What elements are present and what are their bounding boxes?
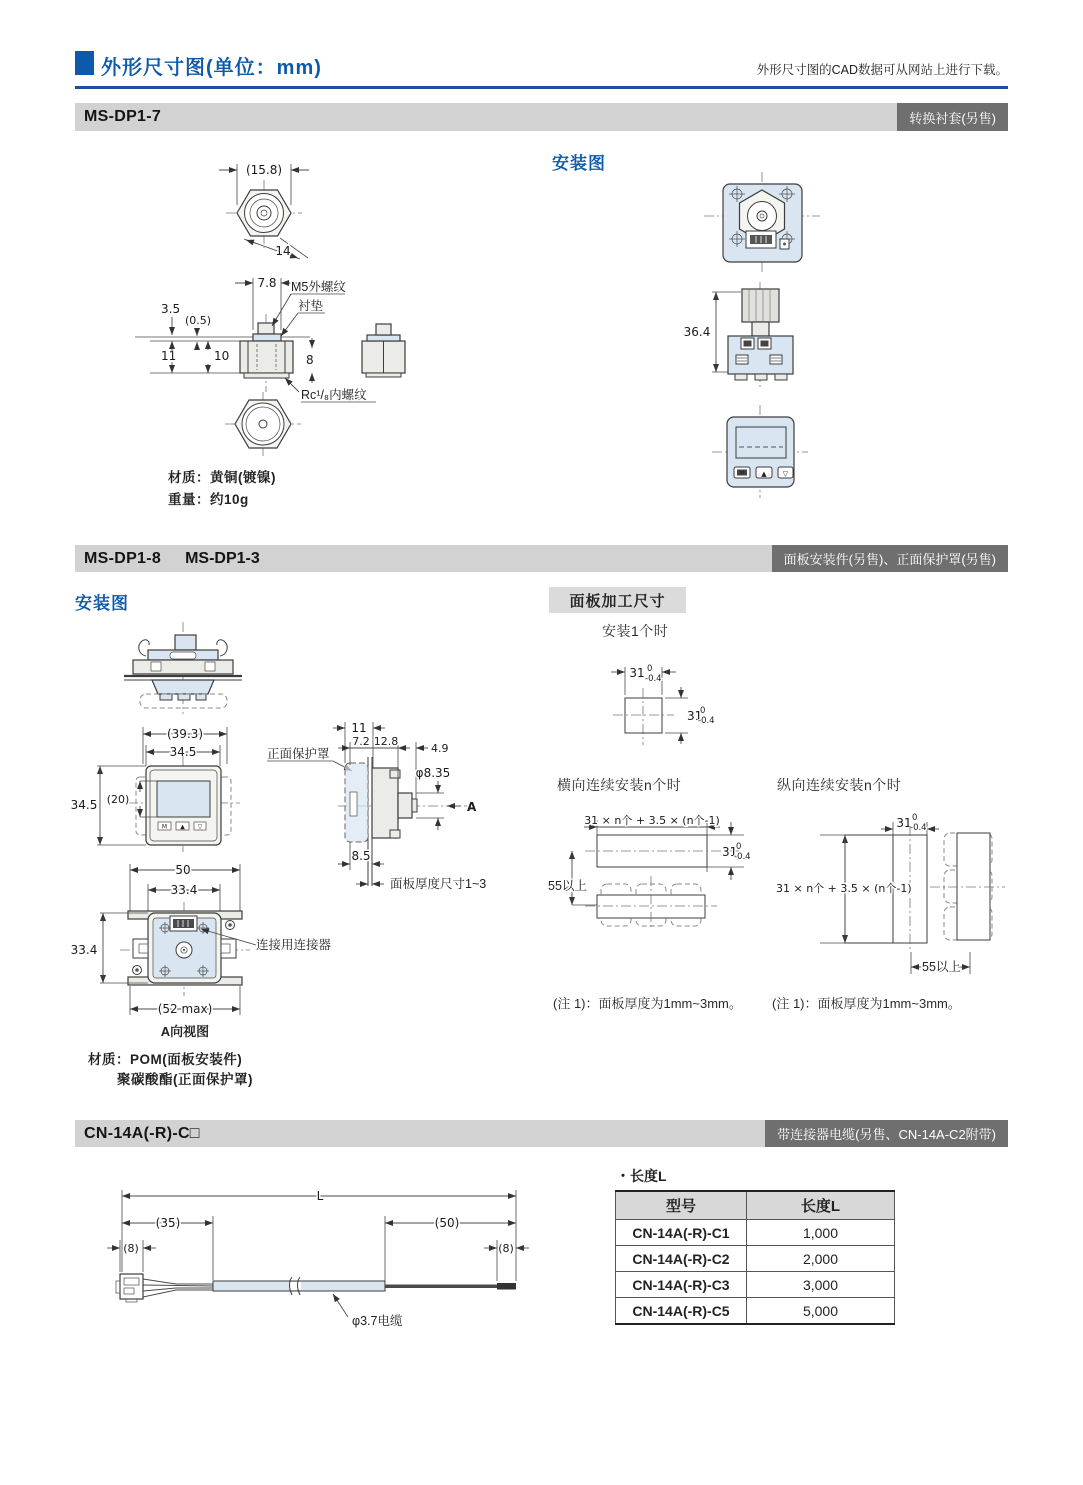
row-31: 31 bbox=[722, 845, 738, 859]
label-connector: 连接用连接器 bbox=[256, 938, 332, 952]
msdp17-hex-bottom-view bbox=[225, 392, 301, 458]
dim-36-4: 36.4 bbox=[683, 325, 711, 339]
header-accent-square bbox=[75, 51, 94, 75]
cad-download-note: 外形尺寸图的CAD数据可从网站上进行下载。 bbox=[756, 63, 1008, 77]
bushing-stud bbox=[258, 323, 274, 334]
dim-8-right: (8) bbox=[498, 1242, 514, 1255]
tol-m04: -0.4 bbox=[645, 674, 662, 684]
label-front-cover: 正面保护罩 bbox=[267, 747, 330, 761]
panel-cutout-vertical bbox=[776, 813, 1005, 974]
section-title-msdp18: MS-DP1-8 bbox=[84, 549, 162, 567]
section-title-msdp13: MS-DP1-3 bbox=[185, 549, 260, 567]
button-down-glyph-2: ▽ bbox=[197, 823, 203, 831]
msdp17-side-view bbox=[135, 276, 405, 402]
button-up-glyph: ▲ bbox=[761, 470, 767, 478]
table-header-row bbox=[616, 1191, 895, 1220]
model-cell: CN-14A(-R)-C3 bbox=[616, 1272, 747, 1298]
dim-12-8: 12.8 bbox=[373, 735, 399, 748]
dim-dia-8-35: φ8.35 bbox=[415, 766, 451, 780]
tol-0b: 0 bbox=[700, 706, 706, 716]
weight-note-1: 重量：约10g bbox=[168, 492, 249, 507]
panel-note-left: (注 1)：面板厚度为1mm~3mm。 bbox=[553, 996, 742, 1011]
dim-0-5: (0.5) bbox=[185, 314, 212, 327]
table-row bbox=[616, 1220, 895, 1246]
msdp18-front-view bbox=[71, 727, 352, 852]
tol-m04d: -0.4 bbox=[910, 823, 927, 833]
label-gasket: 衬垫 bbox=[298, 299, 324, 313]
section-bar-msdp17 bbox=[75, 103, 1008, 131]
panel-cutout-single bbox=[611, 664, 715, 745]
length-cell: 2,000 bbox=[747, 1246, 895, 1272]
panel-dims-heading: 面板加工尺寸 bbox=[549, 587, 686, 613]
cable-tip bbox=[497, 1283, 516, 1290]
tol-0d: 0 bbox=[912, 813, 918, 823]
label-a-arrow: A bbox=[467, 800, 477, 814]
tol-0: 0 bbox=[647, 664, 653, 674]
dim-8-left: (8) bbox=[123, 1242, 139, 1255]
dim-10: 10 bbox=[214, 349, 230, 363]
cutout-31-right: 31 bbox=[687, 709, 703, 723]
dim-11: 11 bbox=[161, 349, 177, 363]
dim-34-5-left: 34.5 bbox=[70, 798, 98, 812]
tol-0c: 0 bbox=[736, 842, 742, 852]
label-55min-h: 55以上 bbox=[548, 879, 587, 893]
material-note-1: 材质：黄铜(镀镍) bbox=[168, 470, 276, 485]
dim-11-2: 11 bbox=[351, 721, 367, 735]
dim-8-5: 8.5 bbox=[351, 849, 371, 863]
length-cell: 1,000 bbox=[747, 1220, 895, 1246]
cable-drawing bbox=[107, 1189, 529, 1328]
msdp18-side-view bbox=[333, 721, 486, 891]
knob bbox=[742, 289, 779, 322]
formula-vertical: 31 × n个 + 3.5 × (n个-1) bbox=[776, 882, 912, 895]
label-rc-thread: Rc¹/₈内螺纹 bbox=[301, 388, 367, 402]
msdp17-hex-top-view bbox=[219, 163, 309, 259]
dim-33-4-left: 33.4 bbox=[70, 943, 98, 957]
button-m-glyph-2: M bbox=[161, 823, 168, 831]
formula-horizontal: 31 × n个 + 3.5 × (n个-1) bbox=[584, 814, 720, 827]
table-row bbox=[616, 1298, 895, 1325]
dim-14: 14 bbox=[275, 244, 291, 258]
horizontal-mount-title: 横向连续安装n个时 bbox=[557, 777, 682, 793]
header-rule bbox=[75, 86, 1008, 89]
dim-50: 50 bbox=[175, 863, 191, 877]
section-title-msdp17: MS-DP1-7 bbox=[84, 108, 162, 125]
button-down-glyph: ▽ bbox=[782, 470, 789, 478]
label-m5-thread: M5外螺纹 bbox=[291, 280, 346, 294]
dim-3-5: 3.5 bbox=[161, 302, 181, 316]
caption-a-view: A向视图 bbox=[160, 1024, 210, 1039]
msdp17-install-side-view bbox=[684, 282, 793, 388]
bushing-washer bbox=[253, 334, 281, 341]
vertical-mount-title: 纵向连续安装n个时 bbox=[777, 777, 902, 793]
section-badge-msdp18: 面板安装件(另售)、正面保护罩(另售) bbox=[772, 545, 1008, 572]
dim-4-9: 4.9 bbox=[431, 742, 449, 755]
length-cell: 3,000 bbox=[747, 1272, 895, 1298]
dim-7-8: 7.8 bbox=[257, 276, 277, 290]
table-row bbox=[616, 1272, 895, 1298]
length-cell: 5,000 bbox=[747, 1298, 895, 1325]
button-m-glyph: M bbox=[739, 470, 745, 477]
col-header-length: 长度L bbox=[747, 1191, 895, 1220]
model-cell: CN-14A(-R)-C1 bbox=[616, 1220, 747, 1246]
button-up-glyph-2: ▲ bbox=[180, 823, 185, 831]
msdp18-clip-view bbox=[124, 622, 242, 714]
dim-34-5-top: 34.5 bbox=[169, 745, 197, 759]
label-panel-thickness: 面板厚度尺寸1~3 bbox=[390, 877, 487, 891]
section-bar-cn14a bbox=[75, 1120, 1008, 1147]
dim-33-4-top: 33.4 bbox=[170, 883, 198, 897]
cable-wires bbox=[143, 1279, 213, 1297]
msdp18-rear-view bbox=[71, 863, 332, 1039]
dim-7-2: 7.2 bbox=[352, 735, 370, 748]
install-heading-2: 安装图 bbox=[75, 594, 129, 613]
cutout-31-top: 31 bbox=[629, 666, 645, 680]
single-mount-title: 安装1个时 bbox=[602, 623, 669, 639]
tol-m04b: -0.4 bbox=[698, 716, 715, 726]
section-badge-msdp17: 转换衬套(另售) bbox=[897, 103, 1008, 131]
dim-50-cable: (50) bbox=[434, 1216, 460, 1230]
section-badge-cn14a: 带连接器电缆(另售、CN-14A-C2附带) bbox=[765, 1120, 1008, 1147]
col-31: 31 bbox=[896, 816, 912, 830]
material-note-2a: 材质：POM(面板安装件) bbox=[88, 1052, 243, 1067]
section-bar-msdp18 bbox=[75, 545, 1008, 572]
model-cell: CN-14A(-R)-C5 bbox=[616, 1298, 747, 1325]
table-row bbox=[616, 1246, 895, 1272]
dim-8: 8 bbox=[306, 353, 314, 367]
label-55min-v: 55以上 bbox=[922, 960, 961, 974]
dim-15-8: (15.8) bbox=[245, 163, 283, 177]
dim-39-3: (39.3) bbox=[166, 727, 204, 741]
panel-cutout-horizontal bbox=[548, 814, 751, 930]
length-list-title: ・长度L bbox=[616, 1168, 667, 1184]
panel-note-right: (注 1)：面板厚度为1mm~3mm。 bbox=[772, 996, 961, 1011]
section-title-cn14a: CN-14A(-R)-C□ bbox=[84, 1124, 200, 1142]
label-cable-dia: φ3.7电缆 bbox=[352, 1314, 403, 1328]
msdp17-install-front-view bbox=[712, 405, 808, 498]
tol-m04c: -0.4 bbox=[734, 852, 751, 862]
dim-L: L bbox=[316, 1189, 324, 1203]
dim-52-max: (52 max) bbox=[157, 1002, 213, 1016]
dim-20: (20) bbox=[106, 793, 130, 806]
dim-35-cable: (35) bbox=[155, 1216, 181, 1230]
display-screen-2 bbox=[157, 781, 210, 817]
page-title: 外形尺寸图(单位：mm) bbox=[101, 57, 322, 79]
msdp17-install-plate-view bbox=[704, 172, 820, 272]
install-heading-1: 安装图 bbox=[552, 154, 606, 173]
material-note-2b: 聚碳酸酯(正面保护罩) bbox=[117, 1072, 253, 1087]
col-header-model: 型号 bbox=[616, 1191, 747, 1220]
model-cell: CN-14A(-R)-C2 bbox=[616, 1246, 747, 1272]
cable-thin bbox=[385, 1285, 497, 1289]
cable-length-table bbox=[615, 1190, 895, 1325]
